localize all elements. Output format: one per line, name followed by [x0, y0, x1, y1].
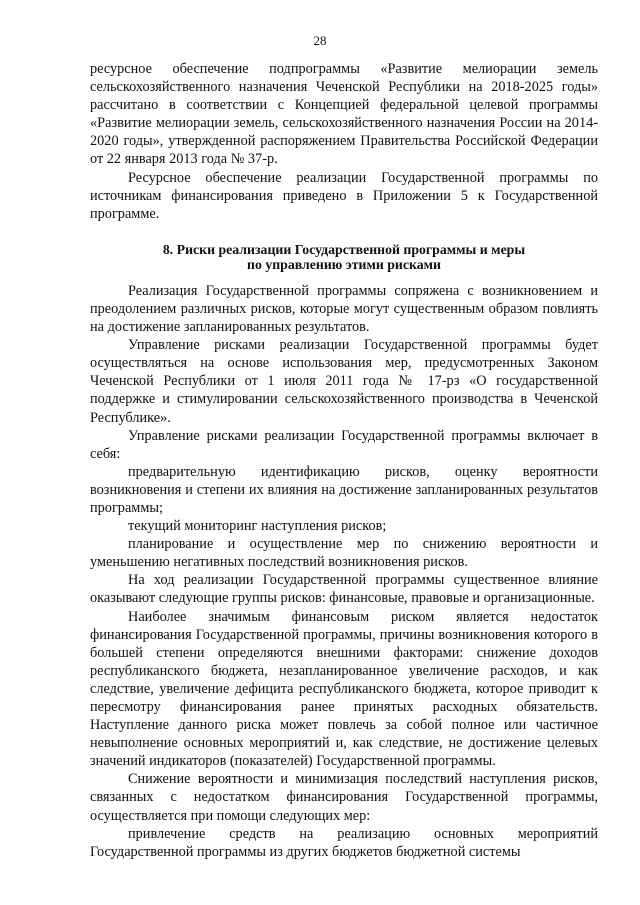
paragraph-risk-management-includes: Управление рисками реализации Государственной программы включает в себя:: [90, 427, 598, 462]
section-heading-line1: 8. Риски реализации Государственной программы и меры: [162, 241, 526, 257]
list-item-monitoring: текущий мониторинг наступления рисков;: [128, 518, 387, 535]
list-item-planning: планирование и осуществление мер по снижению вероятности и уменьшению негативных последствий возникновения рисков.: [90, 536, 598, 571]
paragraph-risks-intro: Реализация Государственной программы сопряжена с возникновением и преодолением различных рисков, которые могут существенным образом повлиять на достижение запланированных результатов.: [90, 282, 598, 336]
section-heading: [90, 242, 598, 273]
document-body: [90, 60, 598, 861]
paragraph-financial-risk: Наиболее значимым финансовым риском является недостаток финансирования Государственной программы, причины возникновения которого в большей степени определяются внешними факторами: снижение доходов республиканского бюджета, незапланированное увеличение расходов, и как следствие, увеличение дефицита республиканского бюджета, которое приводит к пересмотру финансирования ранее принятых расходных обязательств. Наступление данного риска может повлечь за собой полное или частичное невыполнение основных мероприятий и, как следствие, не достижение целевых значений индикаторов (показателей) Государственной программы.: [90, 608, 598, 770]
list-item-funding-attraction: привлечение средств на реализацию основных мероприятий Государственной программы из других бюджетов бюджетной системы: [90, 825, 598, 860]
paragraph-risk-groups: На ход реализации Государственной программы существенное влияние оказывают следующие группы рисков: финансовые, правовые и организационные.: [90, 572, 598, 607]
list-item-identification: предварительную идентификацию рисков, оценку вероятности возникновения и степени их влияния на достижение запланированных результатов программы;: [90, 463, 598, 516]
section-heading-line2: по управлению этими рисками: [247, 257, 441, 273]
paragraph-resource-appendix: Ресурсное обеспечение реализации Государственной программы по источникам финансирования приведено в Приложении 5 к Государственной программе.: [90, 169, 598, 222]
paragraph-resource-subprogram: ресурсное обеспечение подпрограммы «Развитие мелиорации земель сельскохозяйственного назначения Чеченской Республики на 2018-2025 годы» рассчитано в соответствии с Концепцией федеральной целевой программы «Развитие мелиорации земель, сельскохозяйственного назначения России на 2014-2020 годы», утвержденной распоряжением Правительства Российской Федерации от 22 января 2013 года № 37-р.: [90, 61, 598, 168]
paragraph-risk-mitigation: Снижение вероятности и минимизация последствий наступления рисков, связанных с недостатком финансирования Государственной программы, осуществляется при помощи следующих мер:: [90, 771, 598, 824]
page-number: 28: [313, 33, 327, 48]
paragraph-risk-management-law: Управление рисками реализации Государственной программы будет осуществляться на основе использования мер, предусмотренных Законом Чеченской Республики от 1 июля 2011 года № 17-рз «О государственной поддержке и стимулировании сельскохозяйственного производства в Чеченской Республике».: [90, 337, 598, 426]
